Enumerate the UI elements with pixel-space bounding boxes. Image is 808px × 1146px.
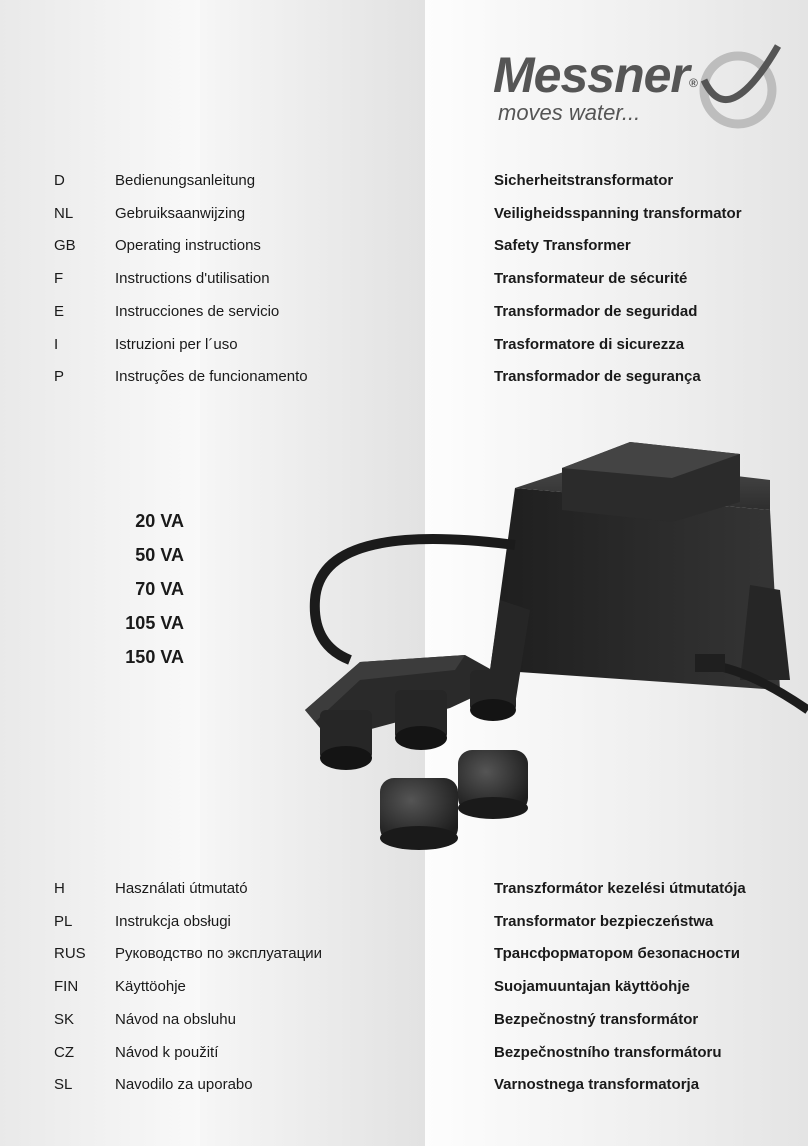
language-row-cz [0,1044,808,1068]
language-product: Transformator bezpieczeństwa [494,912,714,930]
rating-150va: 150 VA [125,647,184,667]
rating-105va: 105 VA [125,613,184,633]
rating-70va: 70 VA [135,579,184,599]
language-instruction: Operating instructions [115,237,261,255]
language-row-sk [0,1011,808,1035]
rating-50va: 50 VA [135,545,184,565]
language-instruction: Istruzioni per l´uso [115,335,238,353]
language-product: Safety Transformer [494,237,631,255]
language-code: F [54,270,64,288]
language-row-nl [0,205,808,229]
language-row-e [0,303,808,327]
language-product: Transzformátor kezelési útmutatója [494,880,746,897]
language-row-gb [0,237,808,261]
language-instruction: Instrucciones de servicio [115,302,280,320]
language-product: Transformador de seguridad [494,302,698,320]
language-instruction: Instructions d'utilisation [115,270,270,288]
language-row-rus [0,945,808,969]
language-instruction: Návod na obsluhu [115,1010,236,1028]
language-row-pl [0,913,808,937]
language-code: CZ [54,1043,74,1061]
language-code: RUS [54,945,86,963]
language-product: Sicherheitstransformator [494,172,674,189]
language-product: Transformador de segurança [494,368,701,386]
language-product: Varnostnega transformatorja [494,1076,700,1094]
language-code: E [54,302,65,320]
language-code: PL [54,912,73,930]
language-instruction: Instrukcja obsługi [115,912,231,930]
language-product: Трансформатором безопасности [494,945,741,963]
logo-tagline: moves water... [498,100,641,125]
language-instruction: Gebruiksaanwijzing [115,204,246,222]
language-code: H [54,880,65,897]
logo-swoosh-icon [698,40,783,140]
language-instruction: Instruções de funcionamento [115,368,308,386]
language-product: Bezpečnostního transformátoru [494,1043,722,1061]
language-row-i [0,336,808,360]
rating-20va: 20 VA [135,511,184,531]
language-row-p [0,368,808,392]
power-ratings-list [100,510,184,680]
language-instruction: Návod k použití [115,1043,219,1061]
logo-wordmark: Messner® [493,47,697,103]
language-instruction: Руководство по эксплуатации [115,945,322,963]
messner-logo [493,40,783,140]
transformer-product-image [300,440,808,860]
language-code: SL [54,1076,73,1094]
language-product: Suojamuuntajan käyttöohje [494,978,690,996]
language-instruction: Käyttöohje [115,978,186,996]
language-product: Transformateur de sécurité [494,270,688,288]
language-product: Trasformatore di sicurezza [494,335,685,353]
language-row-sl [0,1076,808,1100]
language-product: Veiligheidsspanning transformator [494,204,742,222]
language-row-d [0,172,808,196]
language-code: FIN [54,978,79,996]
language-code: GB [54,237,76,255]
language-row-f [0,270,808,294]
language-instruction: Bedienungsanleitung [115,172,256,189]
language-product: Bezpečnostný transformátor [494,1010,699,1028]
language-row-h [0,880,808,904]
language-instruction: Navodilo za uporabo [115,1076,253,1094]
language-code: SK [54,1010,75,1028]
language-code: I [54,335,59,353]
language-code: D [54,172,65,189]
language-row-fin [0,978,808,1002]
language-code: NL [54,204,74,222]
language-code: P [54,368,65,386]
language-instruction: Használati útmutató [115,880,248,897]
